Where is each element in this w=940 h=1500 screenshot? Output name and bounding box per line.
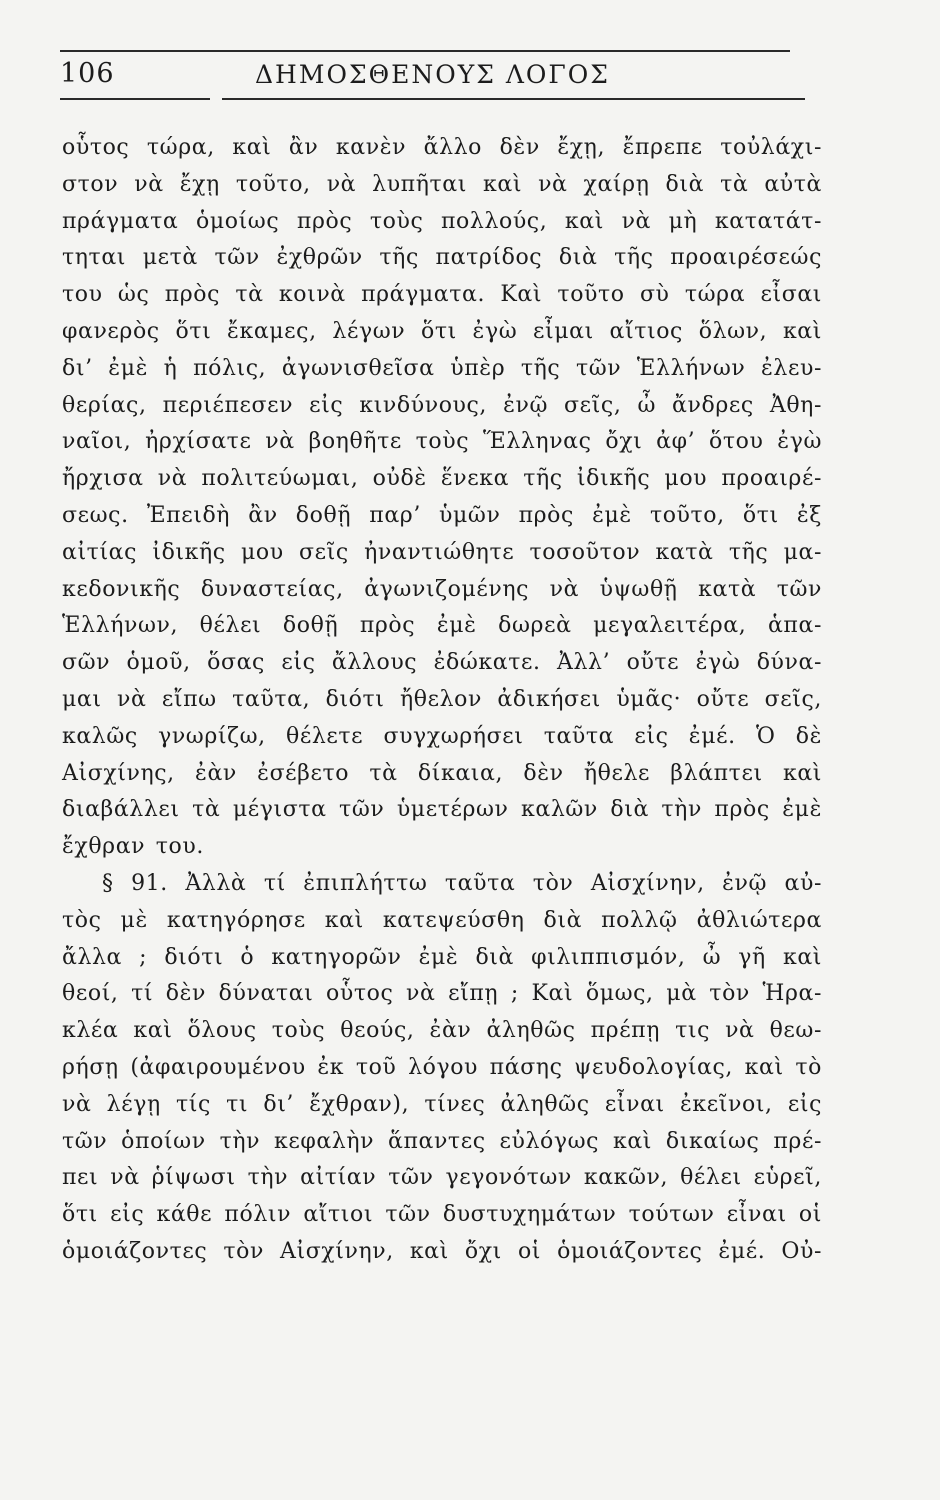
header-top-rule	[60, 50, 790, 52]
paragraph-end-line: ἔχθραν του.	[62, 834, 204, 860]
text-line: πει νὰ ῥίψωσι τὴν αἰτίαν τῶν γεγονότων κακῶν, θέλει εὑρεῖ,	[62, 1165, 822, 1191]
text-line: τῶν ὁποίων τὴν κεφαλὴν ἅπαντες εὐλόγως καὶ δικαίως πρέ-	[62, 1128, 822, 1154]
text-line: Αἰσχίνης, ἐὰν ἐσέβετο τὰ δίκαια, δὲν ἤθελε βλάπτει καὶ	[62, 760, 822, 786]
text-line: μαι νὰ εἴπω ταῦτα, διότι ἤθελον ἀδικήσει ὑμᾶς· οὔτε σεῖς,	[62, 686, 822, 712]
page-header	[60, 58, 790, 98]
text-line: δι’ ἐμὲ ἡ πόλις, ἀγωνισθεῖσα ὑπὲρ τῆς τῶν Ἑλλήνων ἐλευ-	[62, 355, 822, 381]
text-line: Ἑλλήνων, θέλει δοθῇ πρὸς ἐμὲ δωρεὰ μεγαλειτέρα, ἁπα-	[62, 613, 822, 639]
text-line: ρήσῃ (ἀφαιρουμένου ἐκ τοῦ λόγου πάσης ψευδολογίας, καὶ τὸ	[62, 1054, 822, 1080]
text-line: τὸς μὲ κατηγόρησε καὶ κατεψεύσθη διὰ πολλῷ ἀθλιώτερα	[62, 907, 822, 933]
running-title: ΔΗΜΟΣΘΕΝΟΥΣ ΛΟΓΟΣ	[255, 60, 610, 89]
text-line: οὗτος τώρα, καὶ ἂν κανὲν ἄλλο δὲν ἔχῃ, ἔπρεπε τοὐλάχι-	[62, 135, 822, 160]
text-line: ὅτι εἰς κάθε πόλιν αἴτιοι τῶν δυστυχημάτων τούτων εἶναι οἱ	[62, 1202, 822, 1228]
text-line: διαβάλλει τὰ μέγιστα τῶν ὑμετέρων καλῶν διὰ τὴν πρὸς ἐμὲ	[62, 797, 822, 823]
text-line: θερίας, περιέπεσεν εἰς κινδύνους, ἐνῷ σεῖς, ὦ ἄνδρες Ἀθη-	[62, 392, 822, 418]
text-line: φανερὸς ὅτι ἔκαμες, λέγων ὅτι ἐγὼ εἶμαι αἴτιος ὅλων, καὶ	[62, 318, 822, 344]
page-number: 106	[60, 58, 115, 89]
text-line: ὁμοιάζοντες τὸν Αἰσχίνην, καὶ ὄχι οἱ ὁμοιάζοντες ἐμέ. Οὐ-	[62, 1238, 822, 1264]
text-line: αἰτίας ἰδικῆς μου σεῖς ἠναντιώθητε τοσοῦτον κατὰ τῆς μα-	[62, 539, 822, 565]
text-line: κλέα καὶ ὅλους τοὺς θεούς, ἐὰν ἀληθῶς πρέπῃ τις νὰ θεω-	[62, 1018, 822, 1044]
text-line: καλῶς γνωρίζω, θέλετε συγχωρήσει ταῦτα εἰς ἐμέ. Ὁ δὲ	[62, 723, 822, 749]
text-line: κεδονικῆς δυναστείας, ἀγωνιζομένης νὰ ὑψωθῇ κατὰ τῶν	[62, 576, 822, 602]
header-bottom-rule	[60, 98, 805, 100]
text-line: πράγματα ὁμοίως πρὸς τοὺς πολλούς, καὶ νὰ μὴ κατατάτ-	[62, 208, 822, 234]
text-line: ἤρχισα νὰ πολιτεύωμαι, οὐδὲ ἕνεκα τῆς ἰδικῆς μου προαιρέ-	[62, 466, 822, 492]
text-line: σεως. Ἐπειδὴ ἂν δοθῇ παρ’ ὑμῶν πρὸς ἐμὲ τοῦτο, ὅτι ἐξ	[62, 502, 822, 528]
text-line: ἄλλα ; διότι ὁ κατηγορῶν ἐμὲ διὰ φιλιππισμόν, ὦ γῆ καὶ	[62, 944, 822, 970]
text-line: θεοί, τί δὲν δύναται οὗτος νὰ εἴπῃ ; Καὶ ὅμως, μὰ τὸν Ἡρα-	[62, 981, 822, 1007]
section-start-line: § 91. Ἀλλὰ τί ἐπιπλήττω ταῦτα τὸν Αἰσχίνην, ἐνῷ αὐ-	[102, 870, 822, 896]
text-line: ναῖοι, ἠρχίσατε νὰ βοηθῆτε τοὺς Ἕλληνας ὄχι ἀφ’ ὅτου ἐγὼ	[62, 429, 822, 455]
text-line: νὰ λέγῃ τίς τι δι’ ἔχθραν), τίνες ἀληθῶς εἶναι ἐκεῖνοι, εἰς	[62, 1091, 822, 1117]
body-text	[62, 130, 822, 1271]
text-line: στον νὰ ἔχῃ τοῦτο, νὰ λυπῆται καὶ νὰ χαίρῃ διὰ τὰ αὐτὰ	[62, 171, 822, 197]
text-line: του ὡς πρὸς τὰ κοινὰ πράγματα. Καὶ τοῦτο σὺ τώρα εἶσαι	[62, 282, 822, 308]
text-line: τηται μετὰ τῶν ἐχθρῶν τῆς πατρίδος διὰ τῆς προαιρέσεώς	[62, 245, 822, 271]
text-line: σῶν ὁμοῦ, ὅσας εἰς ἄλλους ἐδώκατε. Ἀλλ’ οὔτε ἐγὼ δύνα-	[62, 650, 822, 676]
header-rule-gap	[210, 96, 222, 101]
